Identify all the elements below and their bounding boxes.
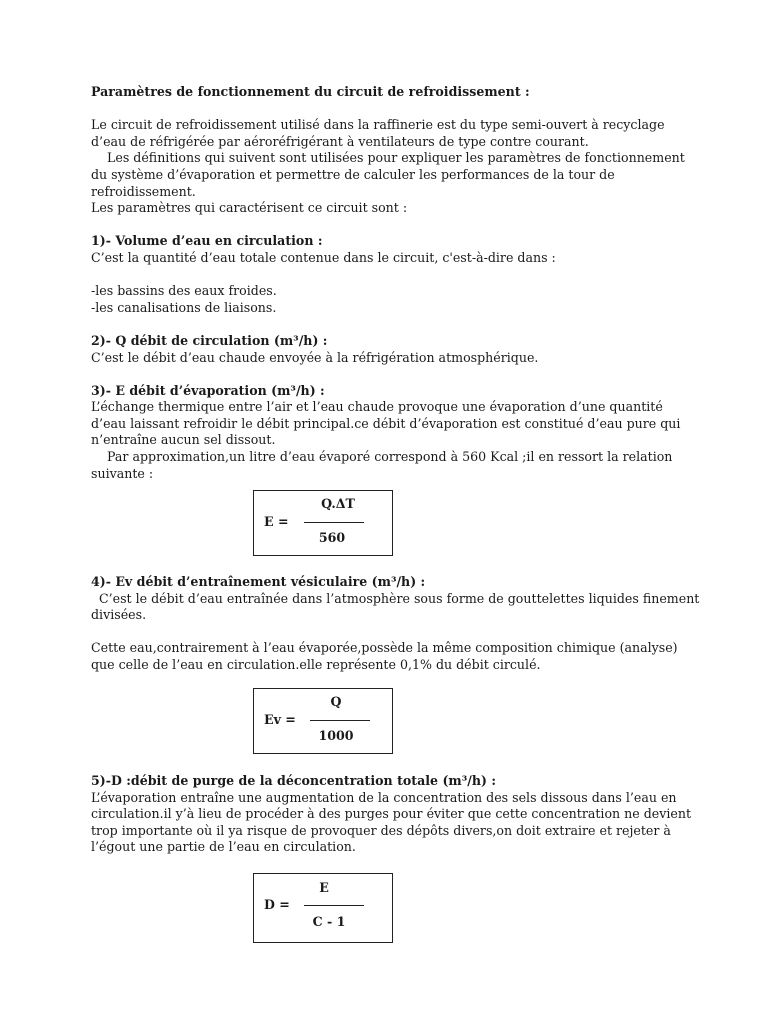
section3-heading: 3)- E débit d’évaporation (m³/h) : [91,382,325,398]
spacer [91,624,691,641]
formula-ev-denominator: 1000 [318,728,354,743]
section1-text: C’est la quantité d’eau totale contenue dans le circuit, c'est-à-dire dans : [91,249,556,265]
formula-e-lhs: E = [264,514,289,529]
section1-item: -les bassins des eaux froides. [91,283,277,299]
formula-d-denominator: C - 1 [312,914,346,929]
formula-ev-fraction-bar [310,720,370,721]
intro-line: Les paramètres qui caractérisent ce circuit sont : [91,200,408,216]
document-body [91,84,691,482]
formula-e-numerator: Q.ΔT [321,496,355,511]
formula-e-denominator: 560 [318,530,346,545]
intro-line: refroidissement. [91,183,196,199]
section4-line2: Cette eau,contrairement à l’eau évaporée,possède la même composition chimique (analyse) [91,640,678,656]
spacer [91,101,691,118]
formula-d-lhs: D = [264,897,290,912]
section3-line: d’eau laissant refroidir le débit principal.ce débit d’évaporation est constitué d’eau pure qui [91,415,681,431]
section4-line: divisées. [91,607,147,623]
section5-line: l’égout une partie de l’eau en circulation. [91,839,356,855]
section5-line: circulation.il y’à lieu de procéder à des purges pour éviter que cette concentration ne devient [91,806,691,822]
section1-item: -les canalisations de liaisons. [91,299,277,315]
formula-ev-lhs: Ev = [264,712,296,727]
intro-line: du système d’évaporation et permettre de calculer les performances de la tour de [91,166,615,182]
intro-line: Les définitions qui suivent sont utilisées pour expliquer les paramètres de fonctionnement [107,150,685,166]
document-title: Paramètres de fonctionnement du circuit de refroidissement : [91,84,530,99]
formula-e-fraction-bar [304,522,364,523]
formula-d-numerator: E [319,880,329,895]
formula-e-box [253,490,393,556]
section3-approx: Par approximation,un litre d’eau évaporé correspond à 560 Kcal ;il en ressort la relation [107,449,673,465]
document-body-section4 [91,574,700,674]
spacer [91,217,691,234]
formula-ev-box [253,688,393,754]
section2-text: C’est le débit d’eau chaude envoyée à la réfrigération atmosphérique. [91,349,539,365]
spacer [91,366,691,383]
section3-approx: suivante : [91,465,154,481]
spacer [91,267,691,284]
section5-line: L’évaporation entraîne une augmentation de la concentration des sels dissous dans l’eau en [91,789,677,805]
section1-heading: 1)- Volume d’eau en circulation : [91,233,323,249]
section5-line: trop importante où il ya risque de provoquer des dépôts divers,on doit extraire et rejeter à [91,822,671,838]
formula-d-box [253,873,393,943]
intro-line: d’eau de réfrigérée par aéroréfrigérant à ventilateurs de type contre courant. [91,133,589,149]
section3-line: n’entraîne aucun sel dissout. [91,432,276,448]
section5-heading: 5)-D :débit de purge de la déconcentration totale (m³/h) : [91,773,497,788]
formula-ev-numerator: Q [330,694,342,709]
section4-line: C’est le débit d’eau entraînée dans l’atmosphère sous forme de gouttelettes liquides finement [99,590,700,606]
section4-heading: 4)- Ev débit d’entraînement vésiculaire (m³/h) : [91,574,426,589]
section2-heading: 2)- Q débit de circulation (m³/h) : [91,332,328,348]
section4-line2: que celle de l’eau en circulation.elle représente 0,1% du débit circulé. [91,656,541,672]
formula-d-fraction-bar [304,905,364,906]
intro-line: Le circuit de refroidissement utilisé dans la raffinerie est du type semi-ouvert à recyclage [91,117,665,133]
section3-line: L’échange thermique entre l’air et l’eau chaude provoque une évaporation d’une quantité [91,399,663,415]
spacer [91,316,691,333]
document-body-section5 [91,773,691,856]
